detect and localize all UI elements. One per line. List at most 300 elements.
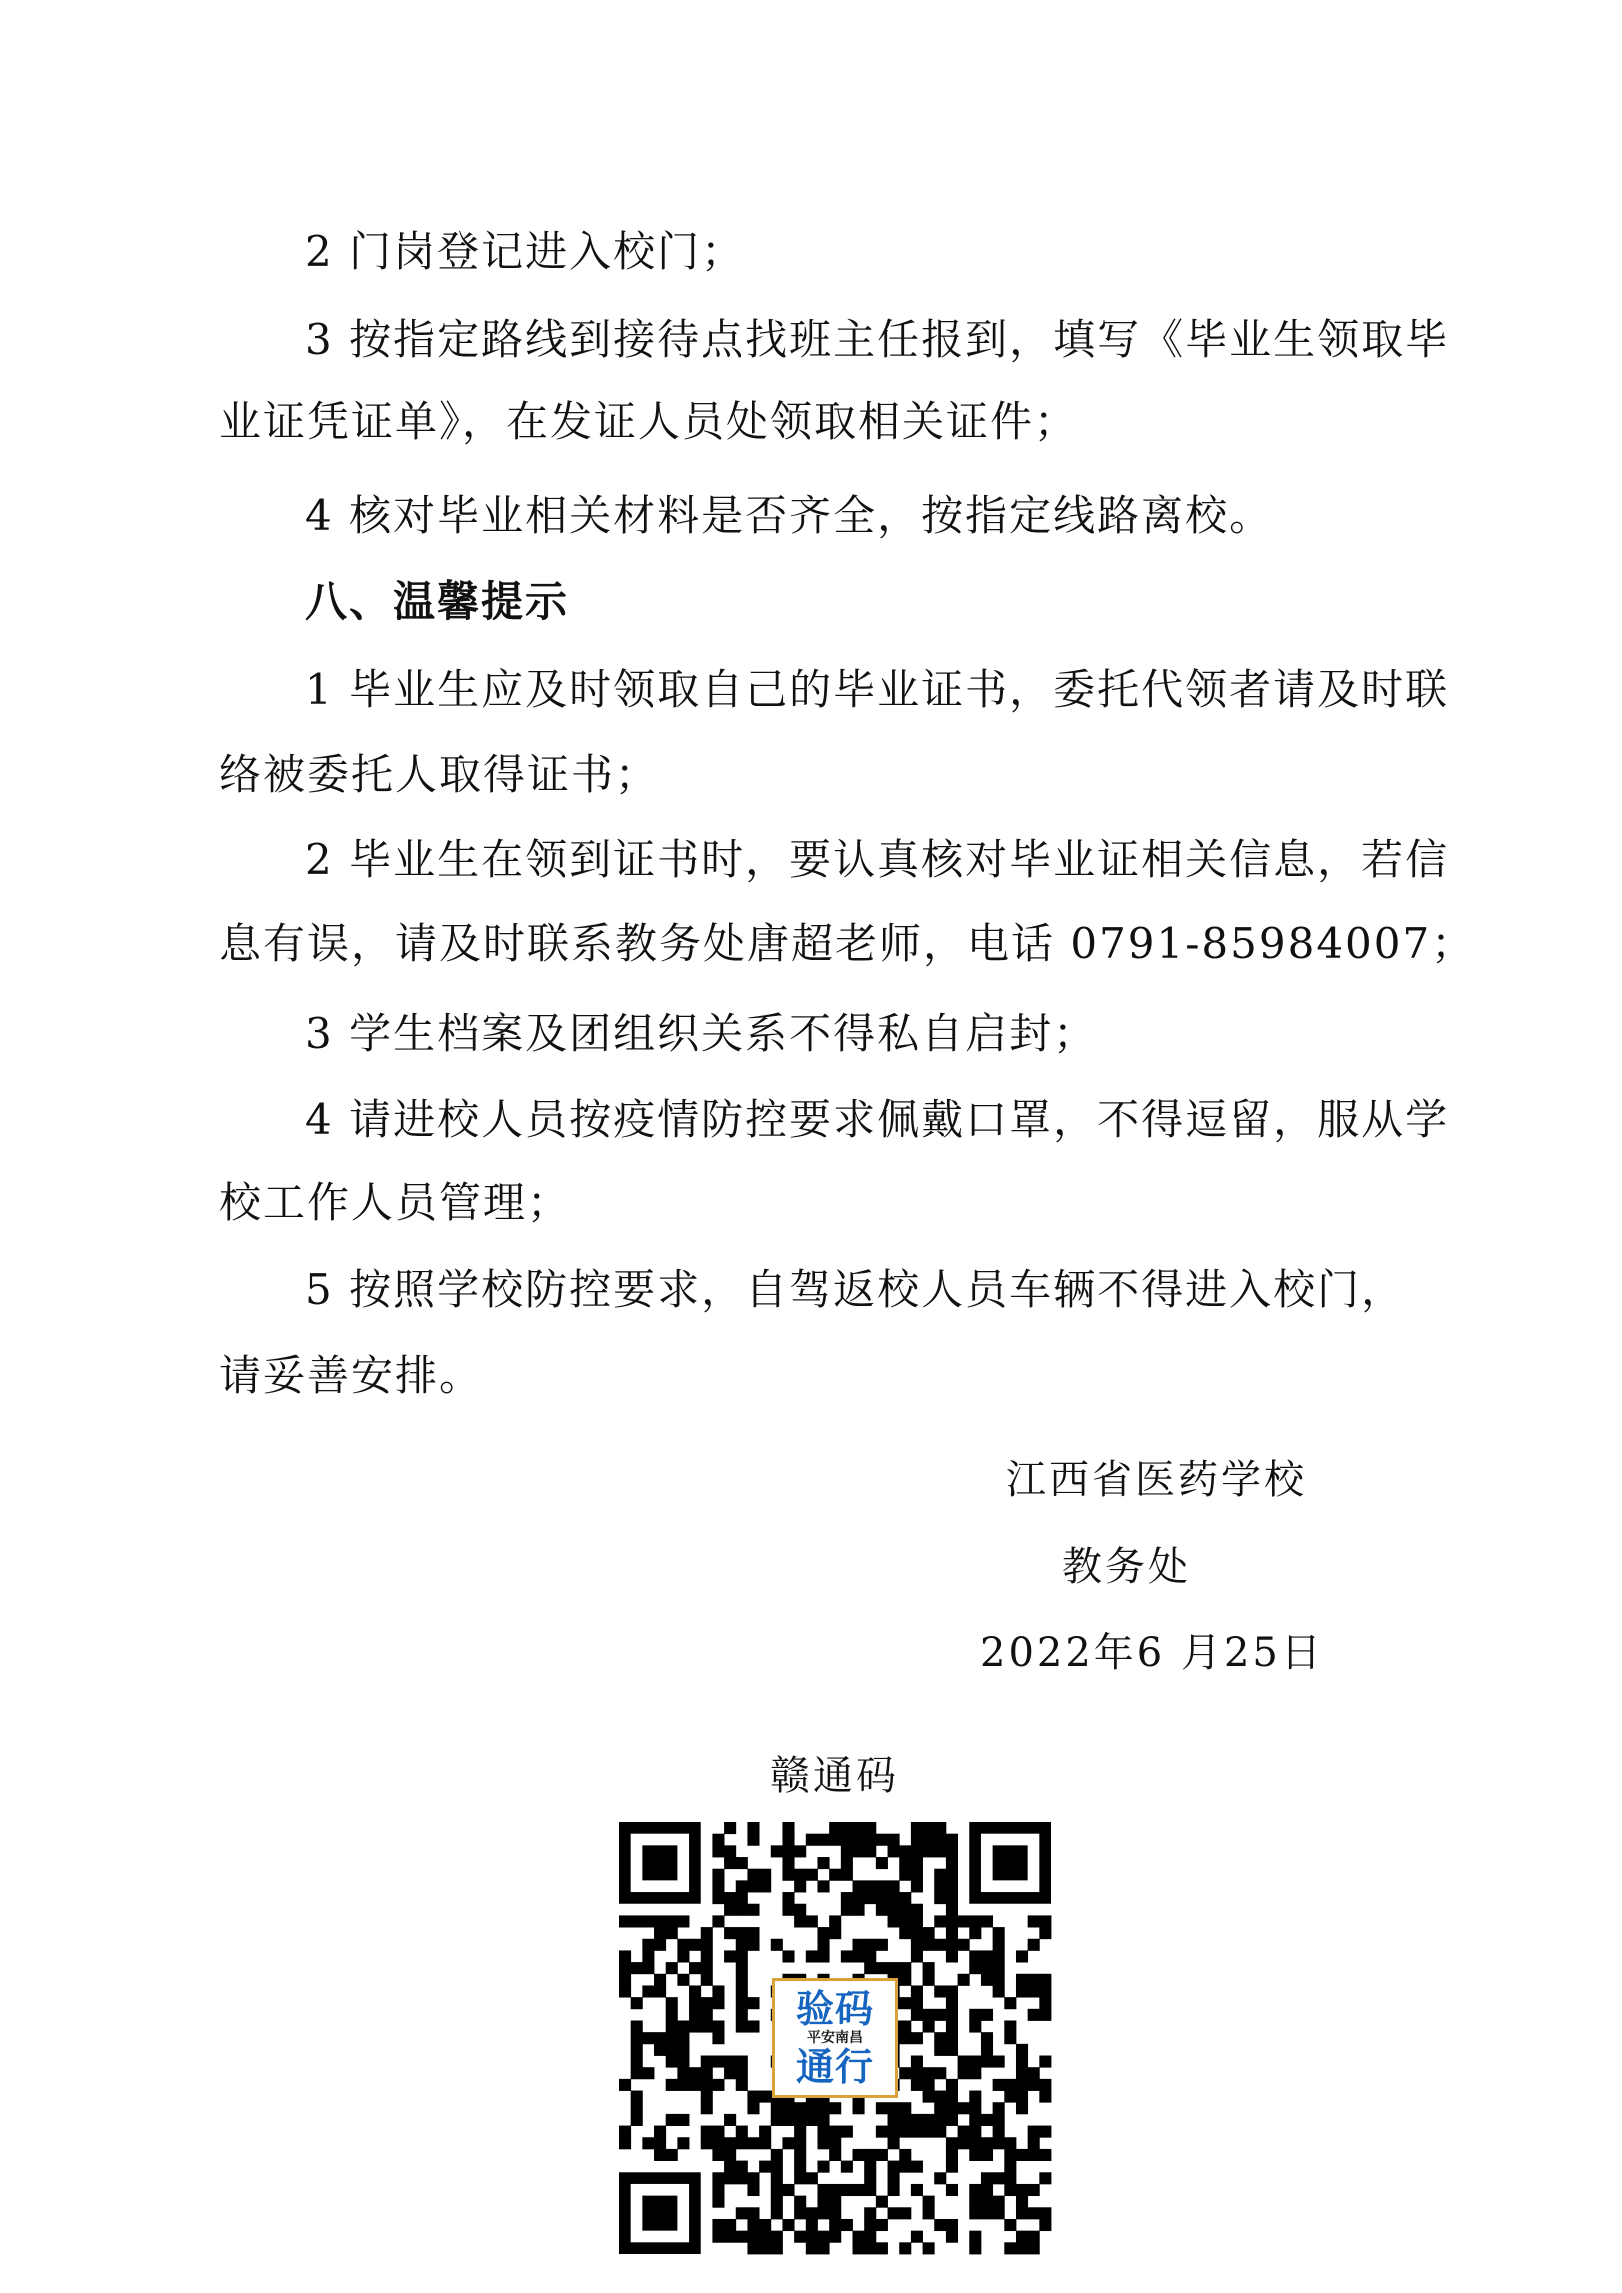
qr-module — [712, 1892, 724, 1904]
qr-module — [1039, 2079, 1051, 2091]
qr-module — [701, 1927, 713, 1939]
qr-module — [736, 2067, 748, 2079]
qr-module — [946, 2149, 958, 2161]
qr-module — [911, 1822, 923, 1834]
qr-module — [1004, 2079, 1016, 2091]
qr-module — [981, 1915, 993, 1927]
qr-module — [864, 1962, 876, 1974]
qr-module — [981, 2032, 993, 2044]
qr-module — [747, 1834, 759, 1846]
qr-module — [619, 2137, 631, 2149]
qr-module — [911, 1845, 923, 1857]
qr-module — [724, 1822, 736, 1834]
qr-module — [911, 2114, 923, 2126]
qr-module — [817, 2196, 829, 2208]
qr-module — [782, 1950, 794, 1962]
qr-module — [724, 2172, 736, 2184]
qr-module — [934, 2102, 946, 2114]
qr-module — [946, 1857, 958, 1869]
qr-module — [631, 2091, 643, 2103]
qr-module — [736, 2137, 748, 2149]
qr-module — [829, 1869, 841, 1881]
qr-module — [876, 1939, 888, 1951]
qr-caption: 赣通码 — [770, 1753, 899, 1799]
qr-module — [923, 1939, 935, 1951]
qr-module — [747, 1997, 759, 2009]
qr-module — [876, 2219, 888, 2231]
qr-module — [1004, 2020, 1016, 2032]
qr-module — [829, 2126, 841, 2138]
section-heading: 八、温馨提示 — [305, 577, 570, 626]
qr-module — [701, 1997, 713, 2009]
qr-module — [619, 1974, 631, 1986]
qr-module — [946, 2219, 958, 2231]
qr-module — [736, 1985, 748, 1997]
qr-module — [923, 1822, 935, 1834]
qr-module — [876, 1834, 888, 1846]
qr-module — [946, 1892, 958, 1904]
qr-module — [899, 2032, 911, 2044]
qr-module — [946, 1915, 958, 1927]
qr-module — [911, 2184, 923, 2196]
qr-module — [701, 2126, 713, 2138]
qr-module — [923, 1962, 935, 1974]
qr-module — [864, 1834, 876, 1846]
qr-module — [969, 2137, 981, 2149]
qr-module — [899, 1845, 911, 1857]
badge-top-text: 验码 — [795, 1987, 874, 2031]
qr-module — [747, 1880, 759, 1892]
qr-module — [829, 1927, 841, 1939]
qr-module — [981, 2056, 993, 2068]
qr-module — [1028, 2207, 1040, 2219]
qr-module — [806, 2242, 818, 2254]
qr-module — [829, 2149, 841, 2161]
qr-module — [1028, 2184, 1040, 2196]
qr-module — [1004, 1997, 1016, 2009]
qr-module — [631, 1915, 643, 1927]
qr-module — [993, 2126, 1005, 2138]
qr-module — [666, 2114, 678, 2126]
qr-module — [969, 2091, 981, 2103]
qr-module — [958, 1915, 970, 1927]
qr-module — [782, 1904, 794, 1916]
qr-module — [817, 2126, 829, 2138]
qr-module — [817, 2137, 829, 2149]
qr-module — [782, 2219, 794, 2231]
qr-module — [736, 1997, 748, 2009]
qr-module — [888, 1892, 900, 1904]
qr-module — [794, 2114, 806, 2126]
qr-module — [631, 1997, 643, 2009]
qr-module — [946, 1845, 958, 1857]
qr-module — [1039, 1927, 1051, 1939]
qr-module — [747, 1939, 759, 1951]
qr-module — [911, 2032, 923, 2044]
qr-module — [958, 1974, 970, 1986]
qr-module — [923, 1845, 935, 1857]
qr-module — [794, 1904, 806, 1916]
qr-module — [712, 2137, 724, 2149]
qr-module — [712, 1915, 724, 1927]
qr-module — [853, 2102, 865, 2114]
qr-module — [677, 2137, 689, 2149]
qr-module — [923, 1927, 935, 1939]
qr-module — [771, 2242, 783, 2254]
qr-module — [876, 1962, 888, 1974]
qr-module — [864, 1950, 876, 1962]
qr-module — [782, 1869, 794, 1881]
qr-module — [969, 2114, 981, 2126]
qr-module — [911, 1939, 923, 1951]
qr-module — [619, 1985, 631, 1997]
qr-module — [794, 2137, 806, 2149]
qr-module — [759, 2126, 771, 2138]
qr-module — [946, 2091, 958, 2103]
qr-module — [736, 2172, 748, 2184]
qr-module — [817, 1834, 829, 1846]
qr-module — [876, 1880, 888, 1892]
qr-module — [794, 2196, 806, 2208]
qr-module — [993, 2137, 1005, 2149]
qr-module — [934, 2067, 946, 2079]
paragraph-line: 络被委托人取得证书； — [219, 750, 660, 799]
qr-module — [911, 1869, 923, 1881]
qr-module — [864, 1822, 876, 1834]
qr-module — [946, 1939, 958, 1951]
qr-module — [981, 2184, 993, 2196]
qr-module — [806, 2231, 818, 2243]
qr-module — [981, 2149, 993, 2161]
qr-module — [701, 2102, 713, 2114]
qr-module — [666, 2079, 678, 2091]
qr-module — [817, 1950, 829, 1962]
qr-module — [969, 2231, 981, 2243]
qr-module — [712, 1834, 724, 1846]
qr-module — [993, 1950, 1005, 1962]
paragraph-line: 4 请进校人员按疫情防控要求佩戴口罩，不得逗留，服从学 — [305, 1095, 1450, 1144]
qr-module — [864, 2149, 876, 2161]
qr-module — [724, 2067, 736, 2079]
qr-module — [806, 2172, 818, 2184]
qr-module — [806, 1834, 818, 1846]
paragraph-line: 1 毕业生应及时领取自己的毕业证书，委托代领者请及时联 — [305, 665, 1450, 714]
qr-module — [654, 2149, 666, 2161]
qr-module — [712, 2196, 724, 2208]
qr-module — [771, 1939, 783, 1951]
qr-module — [864, 2184, 876, 2196]
qr-module — [1016, 2184, 1028, 2196]
qr-module — [666, 2009, 678, 2021]
qr-module — [853, 1834, 865, 1846]
qr-module — [1039, 2126, 1051, 2138]
qr-module — [911, 1857, 923, 1869]
qr-module — [899, 1892, 911, 1904]
qr-module — [759, 2137, 771, 2149]
qr-module — [946, 1997, 958, 2009]
qr-module — [654, 1927, 666, 1939]
qr-module — [911, 1834, 923, 1846]
qr-module — [817, 2184, 829, 2196]
qr-module — [888, 1962, 900, 1974]
qr-module — [817, 2161, 829, 2173]
qr-module — [946, 1950, 958, 1962]
qr-module — [841, 1857, 853, 1869]
qr-module — [899, 1904, 911, 1916]
qr-module — [736, 1892, 748, 1904]
qr-module — [1028, 1974, 1040, 1986]
qr-module — [817, 1927, 829, 1939]
qr-module — [958, 2126, 970, 2138]
qr-module — [829, 2137, 841, 2149]
qr-module — [794, 1915, 806, 1927]
qr-module — [1039, 1974, 1051, 1986]
qr-module — [817, 2207, 829, 2219]
qr-module — [631, 2044, 643, 2056]
qr-module — [981, 2009, 993, 2021]
qr-module — [993, 2196, 1005, 2208]
qr-module — [817, 1857, 829, 1869]
qr-module — [1028, 2137, 1040, 2149]
qr-module — [724, 2231, 736, 2243]
qr-module — [747, 1869, 759, 1881]
qr-module — [642, 2137, 654, 2149]
qr-module — [899, 2114, 911, 2126]
qr-module — [958, 2067, 970, 2079]
qr-module — [1016, 2079, 1028, 2091]
qr-module — [724, 1892, 736, 1904]
qr-module — [946, 1880, 958, 1892]
qr-module — [724, 1857, 736, 1869]
qr-module — [701, 1939, 713, 1951]
qr-module — [923, 2009, 935, 2021]
qr-module — [1039, 2056, 1051, 2068]
qr-module — [736, 1950, 748, 1962]
qr-center-badge — [772, 1978, 898, 2098]
qr-module — [899, 2161, 911, 2173]
qr-module — [712, 1997, 724, 2009]
qr-module — [689, 1985, 701, 1997]
qr-module — [1039, 2149, 1051, 2161]
qr-module — [677, 2079, 689, 2091]
qr-module — [677, 2032, 689, 2044]
qr-module — [782, 1857, 794, 1869]
qr-module — [759, 2242, 771, 2254]
qr-module — [911, 2231, 923, 2243]
qr-module — [666, 1915, 678, 1927]
qr-module — [794, 1869, 806, 1881]
qr-module — [1016, 2067, 1028, 2079]
qr-module — [923, 2079, 935, 2091]
qr-module — [689, 1939, 701, 1951]
qr-module — [1028, 2231, 1040, 2243]
qr-module — [654, 1915, 666, 1927]
qr-module — [724, 1904, 736, 1916]
qr-module — [654, 2032, 666, 2044]
qr-module — [724, 2149, 736, 2161]
qr-module — [794, 2149, 806, 2161]
qr-module — [923, 2126, 935, 2138]
qr-module — [806, 2114, 818, 2126]
qr-module — [993, 2079, 1005, 2091]
qr-module — [1004, 2137, 1016, 2149]
qr-module — [911, 2079, 923, 2091]
qr-module — [724, 2137, 736, 2149]
qr-module — [759, 2219, 771, 2231]
qr-module — [829, 2219, 841, 2231]
qr-module — [853, 1950, 865, 1962]
qr-module — [993, 1962, 1005, 1974]
qr-module — [853, 2242, 865, 2254]
qr-module — [1004, 2161, 1016, 2173]
qr-module — [1028, 2149, 1040, 2161]
qr-module — [724, 1845, 736, 1857]
qr-module — [724, 1927, 736, 1939]
qr-module — [958, 2056, 970, 2068]
qr-module — [1016, 2091, 1028, 2103]
qr-module — [876, 1904, 888, 1916]
paragraph-line: 3 学生档案及团组织关系不得私自启封； — [305, 1009, 1098, 1058]
qr-module — [724, 2161, 736, 2173]
qr-module — [981, 2044, 993, 2056]
qr-module — [993, 1985, 1005, 1997]
qr-module — [1028, 2067, 1040, 2079]
qr-module — [782, 1822, 794, 1834]
qr-module — [631, 2102, 643, 2114]
qr-module — [712, 2231, 724, 2243]
qr-module — [1016, 2056, 1028, 2068]
qr-module — [911, 2067, 923, 2079]
qr-module — [701, 2056, 713, 2068]
qr-module — [981, 2137, 993, 2149]
qr-module — [946, 2020, 958, 2032]
qr-module — [712, 2219, 724, 2231]
qr-module — [923, 2207, 935, 2219]
qr-module — [888, 2102, 900, 2114]
qr-module — [1016, 2149, 1028, 2161]
qr-module — [923, 2196, 935, 2208]
qr-module — [1039, 2207, 1051, 2219]
qr-module — [969, 1915, 981, 1927]
qr-module — [981, 1974, 993, 1986]
qr-module — [934, 2009, 946, 2021]
qr-module — [806, 1915, 818, 1927]
qr-module — [736, 1880, 748, 1892]
qr-module — [642, 1962, 654, 1974]
qr-module — [888, 2161, 900, 2173]
qr-module — [946, 2137, 958, 2149]
qr-module — [712, 1845, 724, 1857]
qr-module — [689, 2020, 701, 2032]
qr-module — [712, 2172, 724, 2184]
qr-module — [981, 1950, 993, 1962]
qr-module — [782, 2102, 794, 2114]
qr-module — [771, 2184, 783, 2196]
qr-module — [876, 2102, 888, 2114]
qr-module — [888, 2207, 900, 2219]
qr-module — [631, 2114, 643, 2126]
qr-module — [934, 1822, 946, 1834]
qr-module — [689, 1962, 701, 1974]
qr-module — [864, 2207, 876, 2219]
qr-module — [736, 2079, 748, 2091]
qr-module — [876, 1857, 888, 1869]
qr-module — [876, 1892, 888, 1904]
qr-module — [946, 1985, 958, 1997]
qr-module — [1039, 2091, 1051, 2103]
qr-module — [958, 1939, 970, 1951]
qr-module — [934, 2172, 946, 2184]
qr-module — [934, 1880, 946, 1892]
qr-module — [642, 1985, 654, 1997]
qr-module — [911, 1985, 923, 1997]
qr-module — [829, 1822, 841, 1834]
qr-module — [1004, 2149, 1016, 2161]
qr-module — [888, 2137, 900, 2149]
qr-module — [666, 2032, 678, 2044]
qr-module — [864, 2172, 876, 2184]
qr-module — [654, 2126, 666, 2138]
qr-module — [911, 1915, 923, 1927]
qr-module — [794, 2161, 806, 2173]
qr-module — [946, 1927, 958, 1939]
qr-module — [677, 1915, 689, 1927]
qr-module — [782, 1892, 794, 1904]
qr-module — [993, 1927, 1005, 1939]
qr-module — [993, 2207, 1005, 2219]
qr-module — [1039, 2219, 1051, 2231]
qr-module — [794, 1845, 806, 1857]
paragraph-line: 2 门岗登记进入校门； — [305, 227, 746, 276]
qr-module — [1028, 2079, 1040, 2091]
qr-module — [689, 2067, 701, 2079]
qr-module — [888, 1880, 900, 1892]
qr-module — [782, 1834, 794, 1846]
qr-module — [736, 1857, 748, 1869]
qr-module — [888, 2184, 900, 2196]
qr-module — [1016, 2242, 1028, 2254]
qr-module — [911, 1997, 923, 2009]
qr-module — [1004, 2242, 1016, 2254]
qr-module — [876, 2196, 888, 2208]
qr-module — [771, 2172, 783, 2184]
qr-module — [969, 2196, 981, 2208]
badge-bottom-text: 通行 — [795, 2045, 874, 2089]
qr-module — [946, 1834, 958, 1846]
qr-module — [946, 2184, 958, 2196]
qr-module — [677, 2067, 689, 2079]
qr-module — [923, 2114, 935, 2126]
qr-module — [666, 2056, 678, 2068]
qr-module — [759, 2091, 771, 2103]
qr-module — [701, 2067, 713, 2079]
qr-module — [829, 2231, 841, 2243]
qr-module — [642, 1939, 654, 1951]
qr-module — [794, 1880, 806, 1892]
qr-module — [946, 2032, 958, 2044]
qr-module — [841, 2219, 853, 2231]
qr-module — [946, 1904, 958, 1916]
qr-module — [899, 2020, 911, 2032]
qr-module — [736, 1974, 748, 1986]
qr-module — [1039, 1985, 1051, 1997]
qr-module — [1004, 2184, 1016, 2196]
qr-module — [817, 2242, 829, 2254]
qr-module — [969, 2056, 981, 2068]
qr-module — [899, 1962, 911, 1974]
qr-module — [806, 2102, 818, 2114]
qr-module — [899, 2126, 911, 2138]
